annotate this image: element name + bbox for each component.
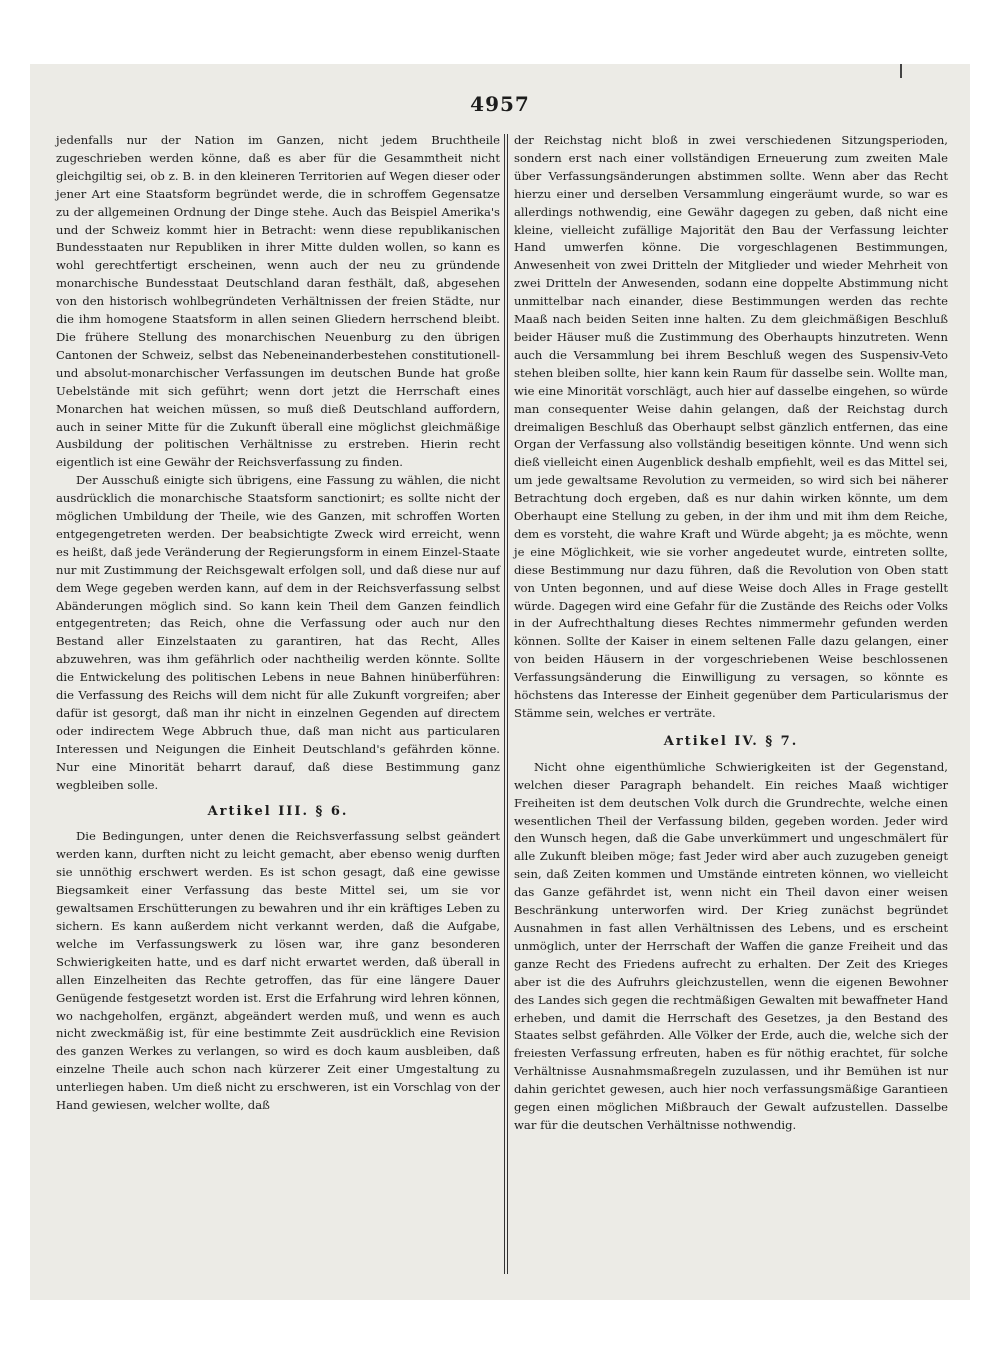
column-divider (507, 134, 508, 1274)
paragraph: Nicht ohne eigenthümliche Schwierigkeiten ist der Gegenstand, welchen dieser Paragraph behandelt. Ein reiches Maaß wichtiger Freiheiten ist dem deutschen Volk durch die Grundrechte, welche einen wesentlichen Theil der Verfassung bilden, gegeben worden. Jeder wird den Wunsch hegen, daß die Gabe unverkümmert und ungeschmälert für alle Zukunft bleiben möge; fast Jeder wird aber auch zuzugeben geneigt sein, daß Zeiten kommen und Umstände eintreten können, wo vielleicht das Ganze gefährdet ist, wenn nicht ein Theil davon einer weisen Beschränkung unterworfen wird. Der Krieg zunächst begründet Ausnahmen in fast allen Verhältnissen des Lebens, und es erscheint unmöglich, unter der Herrschaft der Waffen die ganze Freiheit und das ganze Recht des Friedens aufrecht zu erhalten. Der Zeit des Krieges aber ist die des Aufruhrs gleichzustellen, wenn die eigenen Bewohner des Landes sich gegen die rechtmäßigen Gewalten mit bewaffneter Hand erheben, und damit die Herrschaft des Gesetzes, ja den Bestand des Staates selbst gefährden. Alle Völker der Erde, auch die, welche sich der freiesten Verfassung erfreuten, haben es für nöthig erachtet, für solche Verhältnisse Ausnahmsmaßregeln zuzulassen, und ihr Bemühen ist nur dahin gerichtet gewesen, auch hier noch verfassungsmäßige Garantieen gegen einen möglichen Mißbrauch der Gewalt aufzustellen. Dasselbe war für die deutschen Verhältnisse nothwendig. (514, 759, 948, 1132)
margin-mark (900, 64, 902, 78)
page-number: 4957 (470, 92, 530, 116)
paragraph: der Reichstag nicht bloß in zwei verschiedenen Sitzungsperioden, sondern erst nach einer vollständigen Erneuerung zum zweiten Male über Verfassungsänderungen abstimmen sollte. Wenn aber das Recht hierzu einer und derselben Versammlung eingeräumt wurde, so war es allerdings nothwendig, eine Gewähr dagegen zu geben, daß nicht eine kleine, vielleicht zufällige Majorität den Bau der Verfassung leichter Hand umwerfen könne. Die vorgeschlagenen Bestimmungen, Anwesenheit von zwei Dritteln der Mitglieder und wieder Mehrheit von zwei Dritteln der Anwesenden, sodann eine doppelte Abstimmung nicht unmittelbar nach einander, diese Bestimmungen werden das rechte Maaß nach beiden Seiten inne halten. Zu dem gleichmäßigen Beschluß beider Häuser muß die Zustimmung des Oberhaupts hinzutreten. Wenn auch die Versammlung bei ihrem Beschluß wegen des Suspensiv-Veto stehen bleiben sollte, hier kann kein Raum für dasselbe sein. Wollte man, wie eine Minorität vorschlägt, auch hier auf dasselbe eingehen, so würde man consequenter Weise dahin gelangen, daß der Reichstag durch dreimaligen Beschluß das Oberhaupt selbst gänzlich entfernen, das eine Organ der Verfassung also vollständig beseitigen könnte. Und wenn sich dieß vielleicht einen Augenblick deshalb empfiehlt, weil es das Mittel sei, um jede gewaltsame Revolution zu vermeiden, so wird sich bei näherer Betrachtung doch ergeben, daß es nur dahin wirken könnte, um dem Oberhaupt eine Stellung zu geben, in der ihm und mit ihm dem Reiche, dem es vorsteht, die wahre Kraft und Würde abgeht; ja es möchte, wenn je eine Möglichkeit, wie sie vorher angedeutet wurde, eintreten sollte, diese Bestimmung nur dazu führen, daß die Revolution von Oben statt von Unten begonnen, und auf diese Weise doch Alles in Frage gestellt würde. Dagegen wird eine Gefahr für die Zustände des Reichs oder Volks in der Aufrechthaltung dieses Rechtes nimmermehr gefunden werden können. Sollte der Kaiser in einem seltenen Falle dazu gelangen, einer von beiden Häusern in der vorgeschriebenen Weise beschlossenen Verfassungsänderung die Einwilligung zu versagen, so könnte es höchstens das Interesse der Einheit gegenüber dem Particularismus der Stämme sein, welches er verträte. (514, 133, 948, 720)
paragraph: Der Ausschuß einigte sich übrigens, eine Fassung zu wählen, die nicht ausdrücklich die monarchische Staatsform sanctionirt; es sollte nicht der möglichen Umbildung der Theile, wie des Ganzen, mit schroffen Worten entgegengetreten werden. Der beabsichtigte Zweck wird erreicht, wenn es heißt, daß jede Veränderung der Regierungsform in einem Einzel-Staate nur mit Zustimmung der Reichsgewalt erfolgen soll, und daß diese nur auf dem Wege gegeben werden kann, auf dem in der Reichsverfassung selbst Abänderungen möglich sind. So kann kein Theil dem Ganzen feindlich entgegentreten; das Reich, ohne die Verfassung oder auch nur den Bestand aller Einzelstaaten zu garantiren, hat das Recht, Alles abzuwehren, was ihm gefährlich oder nachtheilig werden könnte. Sollte die Entwickelung des politischen Lebens in neue Bahnen hinüberführen: die Verfassung des Reichs will dem nicht für alle Zukunft vorgreifen; aber dafür ist gesorgt, daß man ihr nicht in einzelnen Gegenden auf directem oder indirectem Wege Abbruch thue, daß man nicht aus particularen Interessen und Neigungen die Einheit Deutschland's gefährden könne. Nur eine Minorität beharrt darauf, daß diese Bestimmung ganz wegbleiben solle. (56, 473, 500, 792)
paragraph: Die Bedingungen, unter denen die Reichsverfassung selbst geändert werden kann, durften nicht zu leicht gemacht, aber ebenso wenig durften sie unnöthig erschwert werden. Es ist schon gesagt, daß eine gewisse Biegsamkeit einer Verfassung das beste Mittel sei, um sie vor gewaltsamen Erschütterungen zu bewahren und ihr ein kräftiges Leben zu sichern. Es kann außerdem nicht verkannt werden, daß die Aufgabe, welche im Verfassungswerk zu lösen war, ihre ganz besonderen Schwierigkeiten hatte, und es darf nicht erwartet werden, daß überall in allen Einzelheiten das Rechte getroffen, das für eine längere Dauer Genügende festgesetzt worden ist. Erst die Erfahrung wird lehren können, wo nachgeholfen, ergänzt, abgeändert werden muß, und wenn es auch nicht zweckmäßig ist, für eine bestimmte Zeit ausdrücklich eine Revision des ganzen Werkes zu verlangen, so wird es doch kaum ausbleiben, daß einzelne Theile auch schon nach kürzerer Zeit einer Umgestaltung zu unterliegen haben. Um dieß nicht zu erschweren, ist ein Vorschlag von der Hand gewiesen, welcher wollte, daß (56, 829, 500, 1113)
column-divider (504, 134, 505, 1274)
right-column (514, 132, 948, 1135)
document-page (30, 64, 970, 1300)
article-heading: Artikel IV. § 7. (663, 733, 799, 749)
paragraph: jedenfalls nur der Nation im Ganzen, nicht jedem Bruchtheile zugeschrieben werden könne, daß es aber für die Gesammtheit nicht gleichgiltig sei, ob z. B. in den kleineren Territorien auf Wegen dieser oder jener Art eine Staatsform begründet werde, die in schroffem Gegensatze zu der allgemeinen Ordnung der Dinge stehe. Auch das Beispiel Amerika's und der Schweiz kommt hier in Betracht: wenn diese republikanischen Bundesstaaten nur Republiken in ihrer Mitte dulden wollen, so kann es wohl gerechtfertigt erscheinen, wenn auch der neu zu gründende monarchische Bundesstaat Deutschland daran festhält, daß, abgesehen von den historisch wohlbegründeten Verhältnissen der freien Städte, nur die ihm homogene Staatsform in allen seinen Gliedern herrschend bleibt. Die frühere Stellung des monarchischen Neuenburg zu den übrigen Cantonen der Schweiz, selbst das Nebeneinanderbestehen constitutionell- und absolut-monarchischer Verfassungen im deutschen Bunde hat große Uebelstände mit sich geführt; wenn dort jetzt die Herrschaft eines Monarchen hat weichen müssen, so muß dieß Deutschland auffordern, auch in seiner Mitte für die Zukunft überall eine möglichst gleichmäßige Ausbildung der politischen Verhältnisse zu erstreben. Hierin recht eigentlich ist eine Gewähr der Reichsverfassung zu finden. (56, 133, 500, 470)
article-heading: Artikel III. § 6. (207, 803, 349, 819)
left-column (56, 132, 500, 1115)
